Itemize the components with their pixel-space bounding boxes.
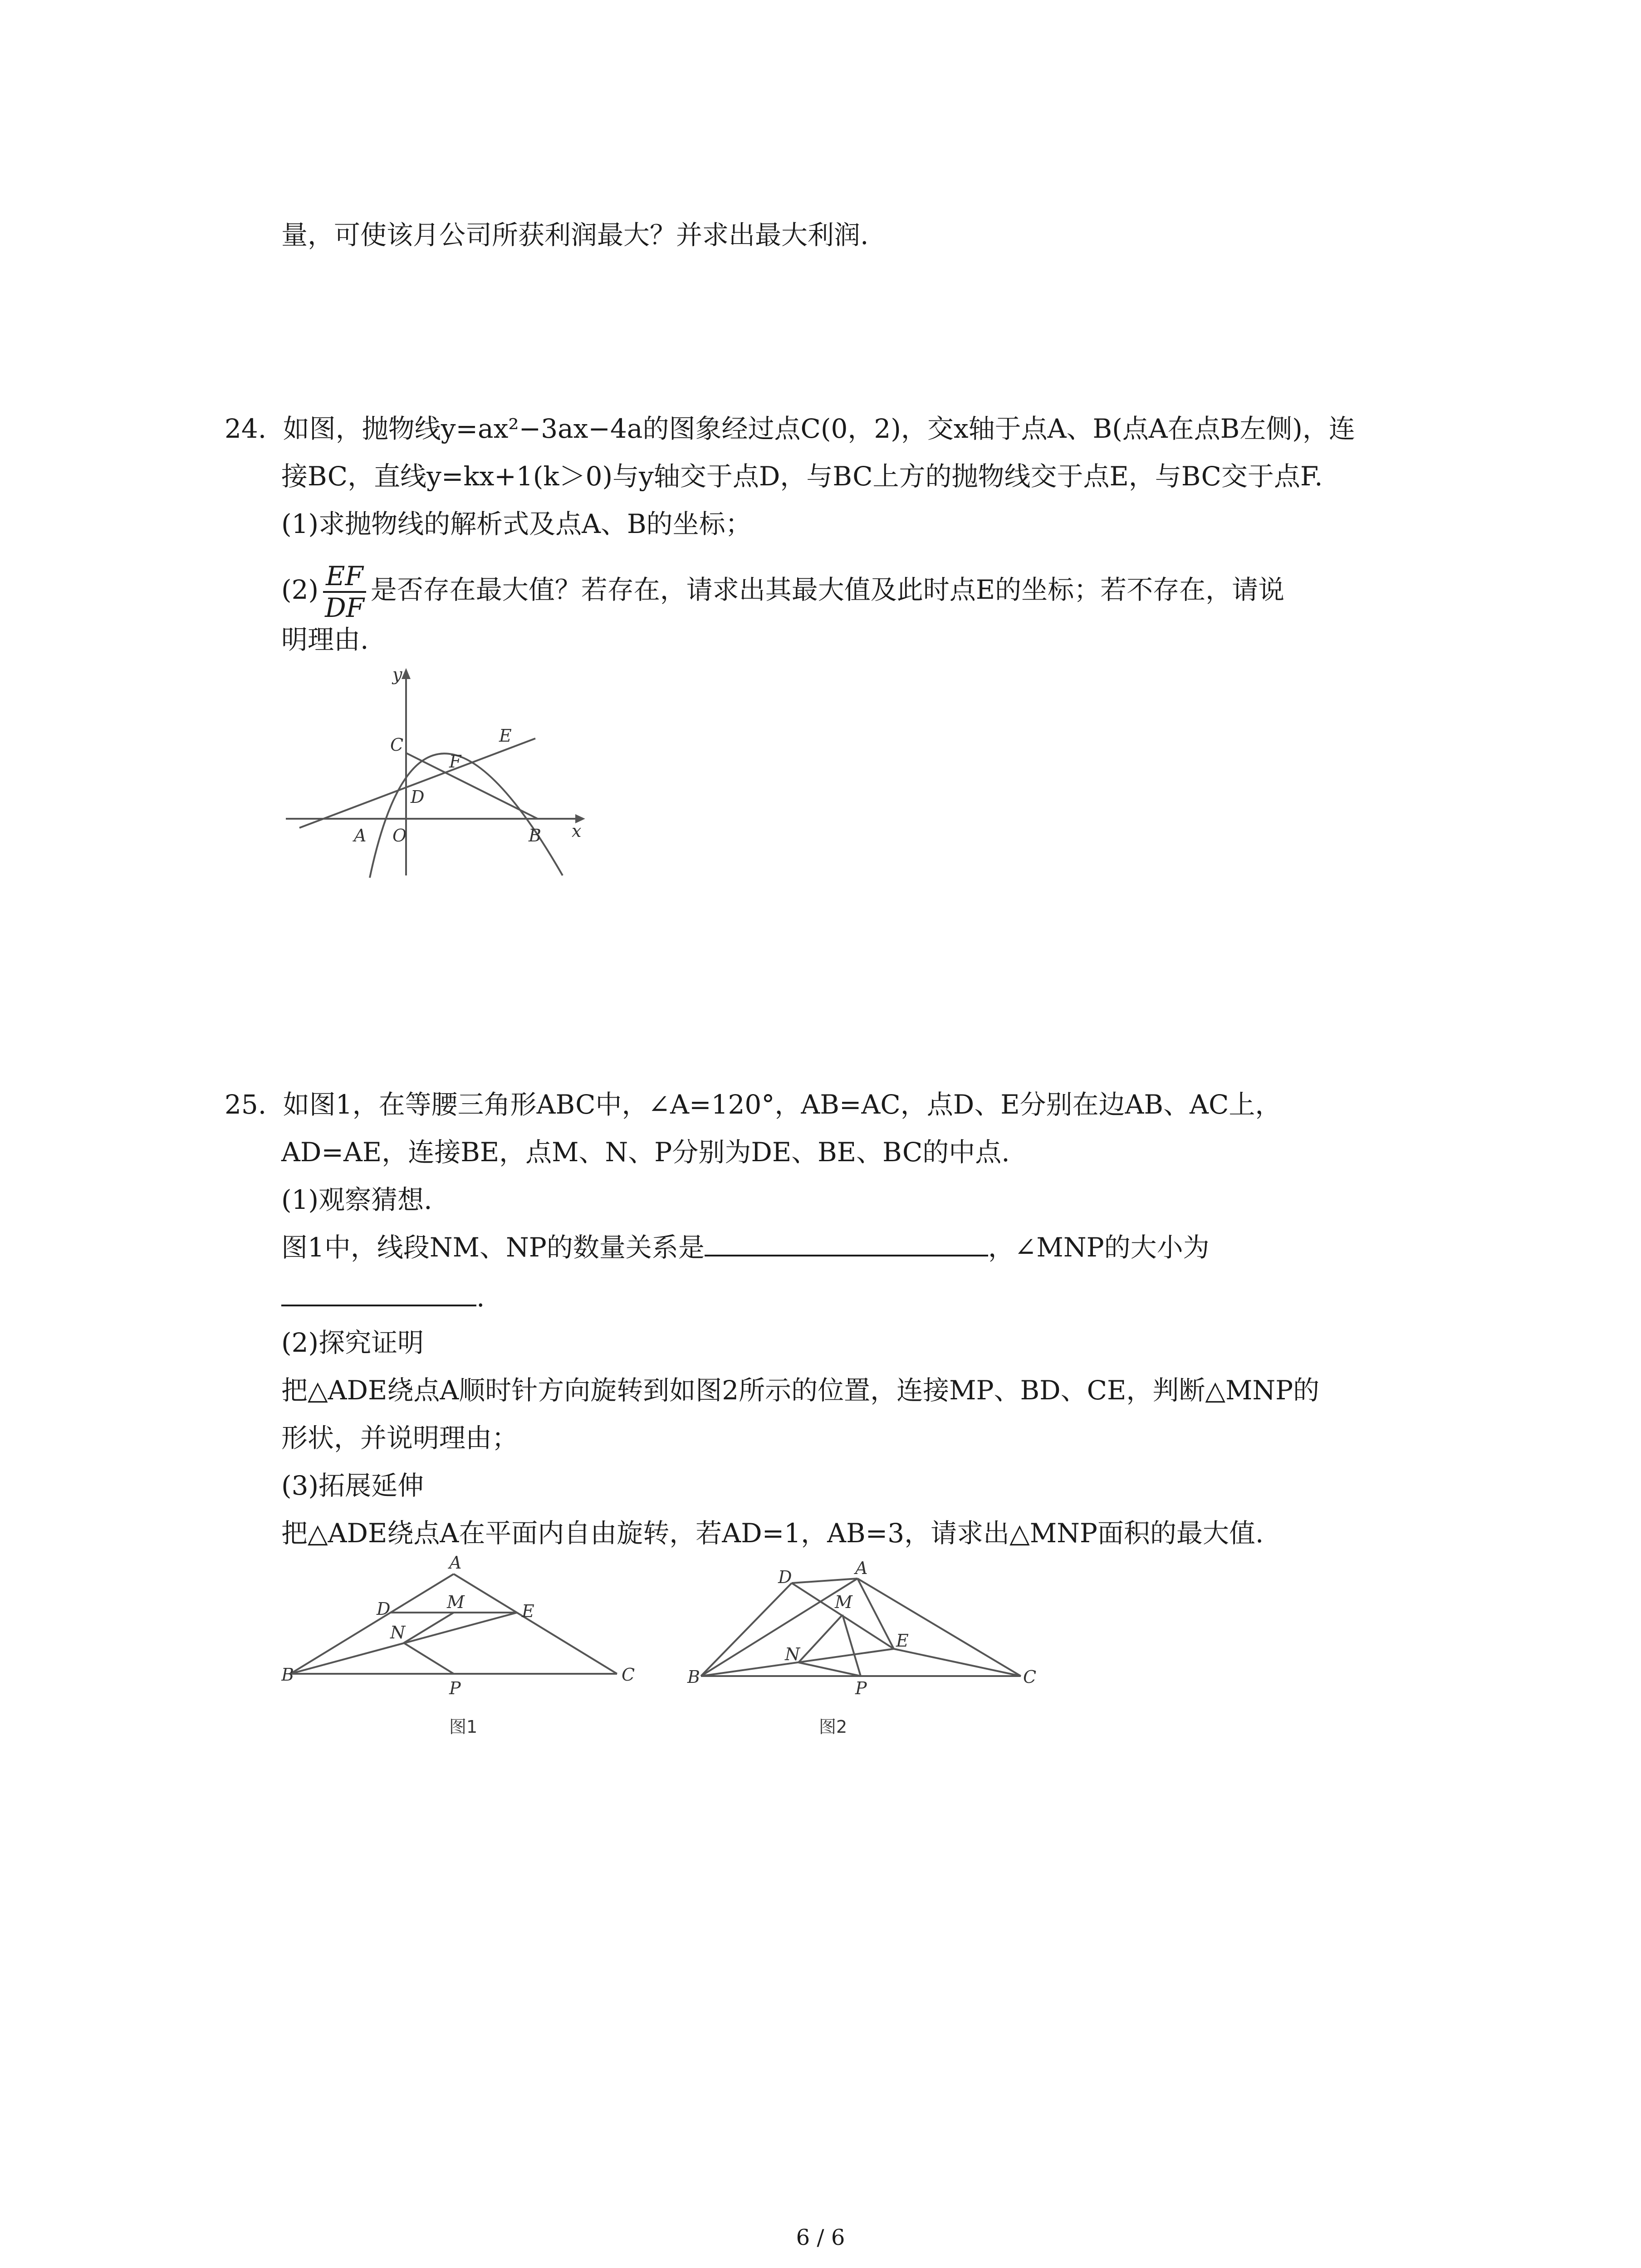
ratio-fraction bbox=[323, 561, 366, 623]
figure-1 bbox=[281, 1551, 635, 1742]
fig1-label-b: B bbox=[281, 1665, 294, 1685]
part1-text-a: 图1中，线段NM、NP的数量关系是 bbox=[281, 1232, 705, 1263]
fig2-label-n: N bbox=[785, 1644, 800, 1664]
fig1-label-n: N bbox=[390, 1623, 406, 1642]
fig1-caption: 图1 bbox=[449, 1717, 478, 1737]
segment-ad bbox=[792, 1579, 857, 1583]
figure-1-diagram bbox=[281, 1551, 635, 1742]
question-24-line2: 接BC，直线y=kx+1(k＞0)与y轴交于点D，与BC上方的抛物线交于点E，与BC交于点F. bbox=[281, 461, 1323, 492]
fig2-label-a: A bbox=[855, 1558, 868, 1578]
fig2-caption: 图2 bbox=[819, 1717, 847, 1737]
parabola-diagram bbox=[281, 667, 599, 880]
label-o: O bbox=[392, 826, 407, 846]
line-de bbox=[299, 738, 535, 828]
answer-blank-1[interactable] bbox=[705, 1229, 988, 1256]
label-x: x bbox=[572, 821, 582, 841]
question-25-part1-line2 bbox=[281, 1279, 485, 1315]
page-number: 6 / 6 bbox=[796, 2225, 845, 2250]
parabola-curve bbox=[370, 753, 563, 878]
segment-mp bbox=[843, 1615, 861, 1676]
label-f: F bbox=[449, 752, 461, 772]
fig2-label-c: C bbox=[1023, 1667, 1037, 1687]
segment-bd bbox=[701, 1583, 792, 1676]
question-25-part3-line1: 把△ADE绕点A在平面内自由旋转，若AD=1，AB=3，请求出△MNP面积的最大值. bbox=[281, 1518, 1264, 1549]
fig2-label-b: B bbox=[687, 1667, 700, 1687]
fig1-label-c: C bbox=[622, 1665, 635, 1685]
segment-nm bbox=[798, 1615, 843, 1662]
question-25-line2: AD=AE，连接BE，点M、N、P分别为DE、BE、BC的中点. bbox=[281, 1137, 1010, 1168]
segment-nm bbox=[404, 1613, 454, 1643]
fig2-label-d: D bbox=[778, 1567, 792, 1587]
figure-2 bbox=[683, 1551, 1046, 1742]
label-c: C bbox=[390, 735, 404, 755]
figure-2-diagram bbox=[683, 1551, 1046, 1742]
y-axis-arrow bbox=[403, 670, 409, 678]
question-25-part2-title: (2)探究证明 bbox=[281, 1327, 424, 1358]
question-24-part2 bbox=[281, 558, 1284, 623]
question-24-line1 bbox=[225, 411, 1355, 447]
part1-text-b: ，∠MNP的大小为 bbox=[988, 1232, 1210, 1263]
segment-np bbox=[798, 1662, 861, 1676]
fig2-label-p: P bbox=[855, 1678, 867, 1698]
fraction-numerator: EF bbox=[323, 561, 366, 593]
label-b: B bbox=[529, 826, 541, 846]
question-25-line1 bbox=[225, 1086, 1281, 1123]
fraction-denominator: DF bbox=[325, 592, 364, 623]
fig2-label-e: E bbox=[896, 1631, 909, 1651]
fig2-label-m: M bbox=[835, 1592, 852, 1612]
question-25-part1-line bbox=[281, 1229, 1210, 1266]
question-24-number: 24. bbox=[225, 413, 267, 444]
fig1-label-a: A bbox=[449, 1553, 462, 1573]
part1-end: . bbox=[476, 1282, 485, 1313]
fig1-label-p: P bbox=[449, 1678, 461, 1698]
label-a: A bbox=[354, 826, 367, 846]
question-25-number: 25. bbox=[225, 1089, 267, 1120]
edge-ab bbox=[701, 1579, 857, 1676]
part2-text: 是否存在最大值？若存在，请求出其最大值及此时点E的坐标；若不存在，请说 bbox=[370, 574, 1285, 605]
question-24-text: 如图，抛物线y=ax²−3ax−4a的图象经过点C(0，2)，交x轴于点A、B(点A在点B左侧)，连 bbox=[283, 413, 1355, 444]
question-25-part2-line1: 把△ADE绕点A顺时针方向旋转到如图2所示的位置，连接MP、BD、CE，判断△MNP的 bbox=[281, 1375, 1320, 1406]
answer-blank-2[interactable] bbox=[281, 1279, 476, 1306]
fig1-label-e: E bbox=[522, 1601, 534, 1621]
question-25-part3-title: (3)拓展延伸 bbox=[281, 1470, 424, 1501]
part2-prefix: (2) bbox=[281, 574, 319, 605]
segment-ce bbox=[894, 1649, 1021, 1676]
segment-np bbox=[404, 1643, 454, 1674]
continued-text: 量，可使该月公司所获利润最大？并求出最大利润. bbox=[281, 220, 869, 250]
question-25-text: 如图1，在等腰三角形ABC中，∠A=120°，AB=AC，点D、E分别在边AB、AC上， bbox=[283, 1089, 1282, 1120]
fig1-label-d: D bbox=[377, 1599, 391, 1619]
label-e: E bbox=[499, 726, 512, 746]
question-24-part1: (1)求抛物线的解析式及点A、B的坐标； bbox=[281, 508, 752, 539]
label-d: D bbox=[411, 787, 425, 807]
fig1-label-m: M bbox=[447, 1592, 465, 1612]
parabola-figure bbox=[281, 667, 599, 880]
question-25-part1-title: (1)观察猜想. bbox=[281, 1184, 432, 1215]
label-y: y bbox=[392, 667, 402, 684]
question-25-part2-line2: 形状，并说明理由； bbox=[281, 1422, 519, 1453]
question-24-part2-line2: 明理由. bbox=[281, 624, 369, 655]
